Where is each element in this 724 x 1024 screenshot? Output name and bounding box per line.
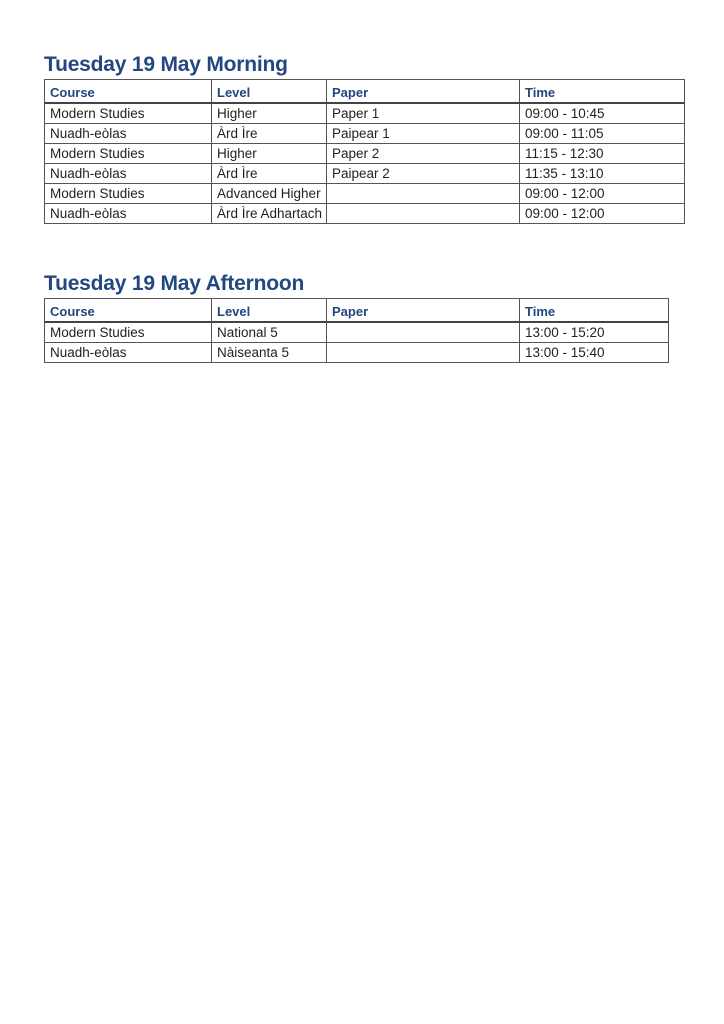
cell-level: Higher xyxy=(212,144,327,164)
table-header-row xyxy=(45,80,685,104)
cell-level: Àrd Ìre xyxy=(212,164,327,184)
cell-course: Modern Studies xyxy=(45,144,212,164)
cell-paper xyxy=(327,322,520,343)
cell-course: Nuadh-eòlas xyxy=(45,343,212,363)
afternoon-section xyxy=(44,272,669,363)
cell-course: Nuadh-eòlas xyxy=(45,164,212,184)
header-level: Level xyxy=(212,299,327,323)
table-row xyxy=(45,204,685,224)
cell-time: 09:00 - 11:05 xyxy=(520,124,685,144)
cell-course: Nuadh-eòlas xyxy=(45,124,212,144)
cell-paper xyxy=(327,343,520,363)
cell-course: Modern Studies xyxy=(45,184,212,204)
afternoon-timetable xyxy=(44,298,669,363)
table-header-row xyxy=(45,299,669,323)
cell-course: Modern Studies xyxy=(45,322,212,343)
table-row xyxy=(45,322,669,343)
cell-level: Advanced Higher xyxy=(212,184,327,204)
table-row xyxy=(45,144,685,164)
cell-time: 13:00 - 15:40 xyxy=(520,343,669,363)
cell-level: National 5 xyxy=(212,322,327,343)
header-course: Course xyxy=(45,299,212,323)
table-row xyxy=(45,343,669,363)
cell-level: Higher xyxy=(212,103,327,124)
cell-paper xyxy=(327,204,520,224)
cell-time: 11:15 - 12:30 xyxy=(520,144,685,164)
morning-timetable xyxy=(44,79,685,224)
cell-paper: Paipear 1 xyxy=(327,124,520,144)
table-row xyxy=(45,103,685,124)
table-row xyxy=(45,164,685,184)
header-paper: Paper xyxy=(327,299,520,323)
header-time: Time xyxy=(520,299,669,323)
header-time: Time xyxy=(520,80,685,104)
cell-level: Nàiseanta 5 xyxy=(212,343,327,363)
cell-time: 09:00 - 12:00 xyxy=(520,184,685,204)
cell-time: 11:35 - 13:10 xyxy=(520,164,685,184)
cell-paper: Paper 1 xyxy=(327,103,520,124)
morning-section xyxy=(44,53,685,224)
table-row xyxy=(45,124,685,144)
cell-course: Modern Studies xyxy=(45,103,212,124)
cell-time: 09:00 - 10:45 xyxy=(520,103,685,124)
header-level: Level xyxy=(212,80,327,104)
header-paper: Paper xyxy=(327,80,520,104)
cell-paper xyxy=(327,184,520,204)
cell-level: Àrd Ìre Adhartach xyxy=(212,204,327,224)
cell-course: Nuadh-eòlas xyxy=(45,204,212,224)
header-course: Course xyxy=(45,80,212,104)
table-row xyxy=(45,184,685,204)
cell-level: Àrd Ìre xyxy=(212,124,327,144)
cell-paper: Paipear 2 xyxy=(327,164,520,184)
cell-time: 09:00 - 12:00 xyxy=(520,204,685,224)
cell-paper: Paper 2 xyxy=(327,144,520,164)
section-title-afternoon: Tuesday 19 May Afternoon xyxy=(44,272,305,295)
section-title-morning: Tuesday 19 May Morning xyxy=(44,53,288,76)
cell-time: 13:00 - 15:20 xyxy=(520,322,669,343)
